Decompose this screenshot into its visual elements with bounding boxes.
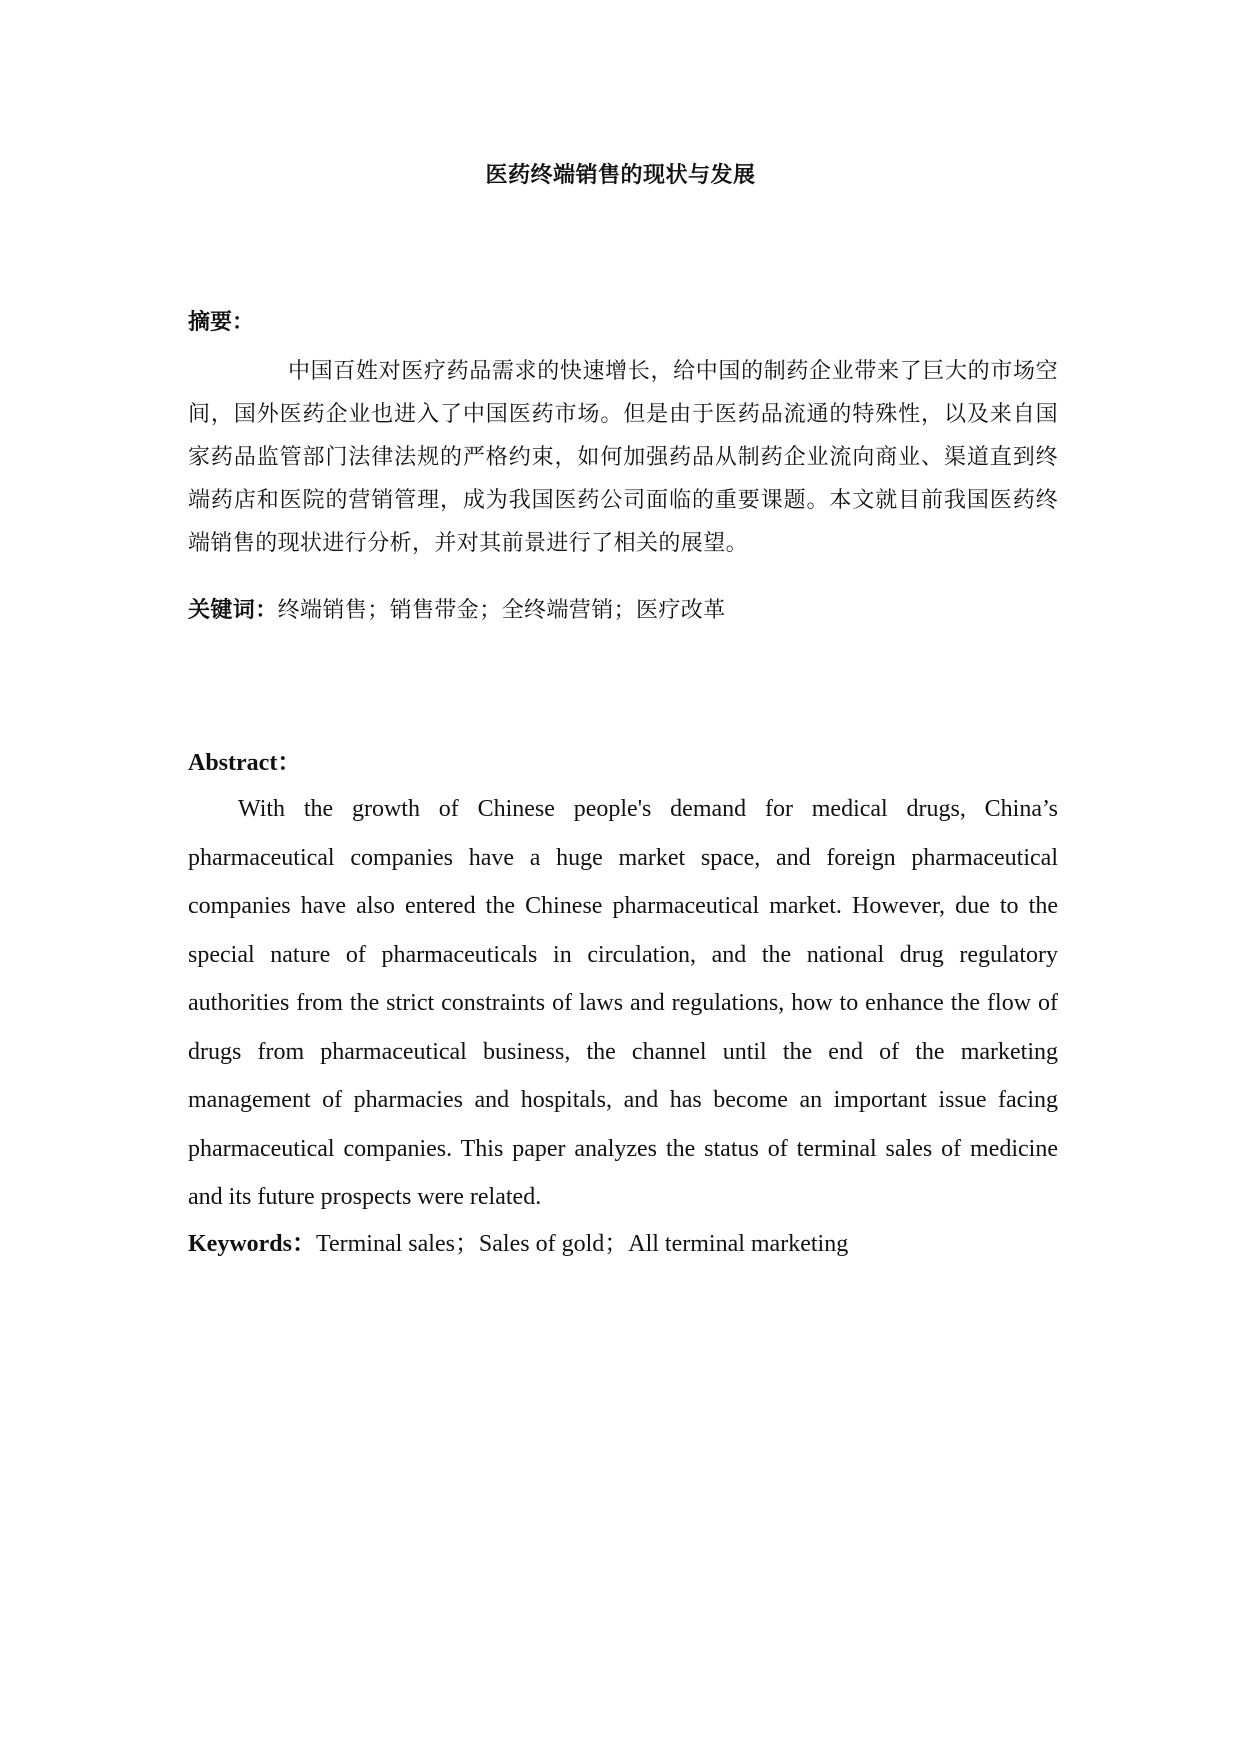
english-keywords-line <box>188 1226 1058 1262</box>
english-keywords-label: Keywords： <box>188 1231 316 1257</box>
paper-title: 医药终端销售的现状与发展 <box>485 163 756 188</box>
chinese-keywords-line <box>188 593 1058 629</box>
english-abstract-heading: Abstract： <box>188 750 302 776</box>
chinese-keywords-label: 关键词： <box>188 598 278 623</box>
english-abstract-body: With the growth of Chinese people's demand for medical drugs, China’s pharmaceutical companies have a huge market space, and foreign pharmaceutical companies have also entered the Chinese pharmaceutical market. However, due to the special nature of pharmaceuticals in circulation, and the national drug regulatory authorities from the strict constraints of laws and regulations, how to enhance the flow of drugs from pharmaceutical business, the channel until the end of the marketing management of pharmacies and hospitals, and has become an important issue facing pharmaceutical companies. This paper analyzes the status of terminal sales of medicine and its future prospects were related. <box>188 796 1058 1210</box>
chinese-abstract-body: 中国百姓对医疗药品需求的快速增长，给中国的制药企业带来了巨大的市场空间，国外医药企业也进入了中国医药市场。但是由于医药品流通的特殊性，以及来自国家药品监管部门法律法规的严格约束，如何加强药品从制药企业流向商业、渠道直到终端药店和医院的营销管理，成为我国医药公司面临的重要课题。本文就目前我国医药终端销售的现状进行分析，并对其前景进行了相关的展望。 <box>188 359 1058 556</box>
chinese-keywords-text: 终端销售；销售带金；全终端营销；医疗改革 <box>277 598 726 623</box>
english-keywords-text: Terminal sales；Sales of gold；All terminal marketing <box>316 1231 849 1257</box>
chinese-abstract-heading: 摘要： <box>188 310 255 335</box>
